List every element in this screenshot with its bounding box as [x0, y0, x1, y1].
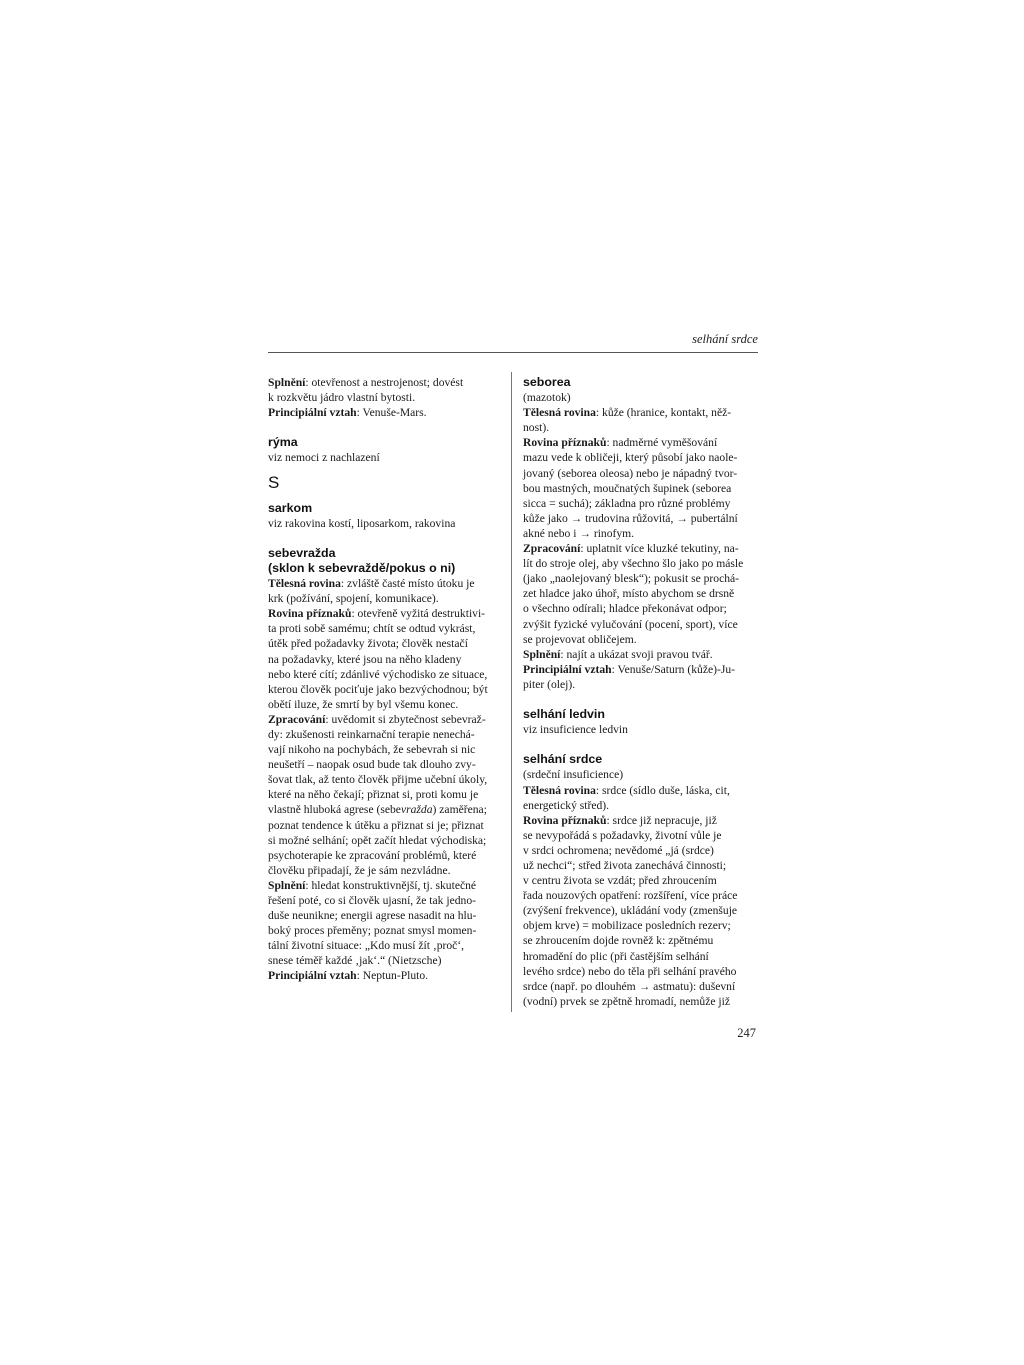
- text-line: které na něho čekají; přiznat si, proti komu je: [268, 788, 479, 802]
- text-line: člověku připadají, že je sám nezvládne.: [268, 863, 451, 877]
- text-line: objem krve) = mobilizace posledních rezerv;: [523, 919, 731, 933]
- text-line: (srdeční insuficience): [523, 768, 624, 782]
- text-line: srdce (např. po dlouhém → astmatu): duševní: [523, 979, 736, 993]
- entry-headword: sarkom: [268, 500, 313, 515]
- text-line: Zpracování: uplatnit více kluzké tekutiny, na-: [523, 542, 739, 556]
- text-line: snese téměř každé ‚jak‘.“ (Nietzsche): [268, 954, 442, 968]
- text-line: (mazotok): [523, 391, 571, 405]
- text-line: jovaný (seborea oleosa) nebo je nápadný tvor-: [523, 466, 738, 480]
- text-line: sicca = suchá); základna pro různé problémy: [523, 496, 731, 510]
- text-line: vají nikoho na pochybách, že sebevrah si nic: [268, 743, 476, 757]
- entry-headword: selhání srdce: [523, 752, 603, 767]
- page-number: 247: [737, 1026, 756, 1040]
- text-line: zet hladce jako úhoř, místo abychom se drsně: [523, 587, 735, 601]
- entry-headword: rýma: [268, 435, 298, 450]
- text-line: v centru života se vzdát; před zhroucením: [523, 874, 717, 888]
- text-line: energetický střed).: [523, 798, 610, 812]
- spacer: [523, 692, 759, 707]
- text-line: duše neunikne; energii agrese nasadit na hlu-: [268, 909, 477, 923]
- column-divider: [511, 372, 512, 1012]
- entry-headword: (sklon k sebevraždě/pokus o ni): [268, 560, 456, 575]
- text-line: Rovina příznaků: nadměrné vyměšování: [523, 436, 718, 450]
- text-line: Splnění: najít a ukázat svoji pravou tvář.: [523, 647, 713, 661]
- text-line: Tělesná rovina: kůže (hranice, kontakt, něž-: [523, 406, 732, 420]
- text-line: poznat tendence k útěku a přiznat si je; přiznat: [268, 818, 484, 832]
- text-line: viz insuficience ledvin: [523, 723, 628, 737]
- text-line: Splnění: otevřenost a nestrojenost; dovést: [268, 376, 464, 389]
- entry-headword: seborea: [523, 375, 571, 389]
- text-line: řešení poté, co si člověk ujasní, že tak jedno-: [268, 894, 476, 907]
- text-line: šovat tlak, až tento člověk přijme učební úkoly,: [268, 773, 488, 787]
- text-line: Zpracování: uvědomit si zbytečnost sebevraž-: [268, 712, 486, 726]
- section-letter: S: [268, 472, 280, 492]
- text-line: kterou člověk pociťuje jako bezvýchodnou; být: [268, 682, 488, 696]
- text-line: řada nouzových opatření: rozšíření, více práce: [523, 889, 738, 903]
- running-head: selhání srdce: [692, 332, 758, 346]
- text-line: levého srdce) nebo do těla při selhání pravého: [523, 964, 737, 978]
- text-line: akné nebo i → rinofym.: [523, 526, 635, 540]
- text-line: v srdci ochromena; nevědomé „já (srdce): [523, 843, 714, 857]
- text-line: se zhroucením dojde rovněž k: zpětnému: [523, 934, 714, 948]
- left-column: [268, 375, 504, 984]
- spacer: [268, 531, 504, 546]
- text-line: obětí iluze, že smrtí by byl všemu konec.: [268, 697, 459, 711]
- text-line: se projevovat obličejem.: [523, 632, 637, 646]
- text-line: bou mastných, moučnatých šupinek (seborea: [523, 481, 732, 495]
- spacer: [268, 420, 504, 435]
- text-line: vlastně hluboká agrese (sebevražda) zaměřena;: [268, 803, 487, 817]
- text-line: viz rakovina kostí, liposarkom, rakovina: [268, 516, 456, 530]
- text-line: už nechci“; střed života zanechává činnosti;: [523, 859, 727, 872]
- text-line: hromadění do plic (při častějším selhání: [523, 949, 709, 963]
- text-line: neušetří – naopak osud bude tak dlouho zvy-: [268, 758, 476, 772]
- text-line: Splnění: hledat konstruktivnější, tj. skutečné: [268, 878, 477, 892]
- text-line: útěk před požadavky života; člověk nestačí: [268, 637, 468, 651]
- text-line: lít do stroje olej, aby všechno šlo jako po másle: [523, 557, 744, 571]
- text-line: viz nemoci z nachlazení: [268, 451, 380, 465]
- text-line: si možné selhání; opět začít hledat východiska;: [268, 833, 487, 847]
- text-line: Principiální vztah: Venuše/Saturn (kůže)-Ju-: [523, 662, 735, 676]
- entry-headword: selhání ledvin: [523, 707, 605, 722]
- text-line: Tělesná rovina: zvláště časté místo útoku je: [268, 577, 475, 591]
- text-line: (vodní) prvek se zpětně hromadí, nemůže již: [523, 994, 731, 1008]
- spacer: [523, 737, 759, 752]
- text-line: ta proti sobě samému; chtít se odtud vykrást,: [268, 622, 476, 636]
- text-line: k rozkvětu jádro vlastní bytosti.: [268, 391, 416, 405]
- text-line: tální životní situace: „Kdo musí žít ‚proč‘,: [268, 939, 465, 953]
- text-line: Rovina příznaků: otevřeně vyžitá destruktivi-: [268, 607, 486, 621]
- text-line: krk (požívání, spojení, komunikace).: [268, 592, 439, 606]
- text-line: Tělesná rovina: srdce (sídlo duše, láska, cit,: [523, 783, 730, 797]
- text-line: nebo které cítí; zdánlivé východisko ze situace,: [268, 667, 488, 681]
- right-column: [523, 375, 759, 1009]
- text-line: dy: zkušenosti reinkarnační terapie nenechá-: [268, 727, 475, 741]
- text-line: kůže jako → trudovina růžovitá, → pubertální: [523, 511, 738, 525]
- header-rule: [268, 352, 758, 353]
- text-line: Rovina příznaků: srdce již nepracuje, již: [523, 813, 717, 827]
- text-line: piter (olej).: [523, 677, 576, 691]
- text-line: nost).: [523, 421, 550, 435]
- entry-headword: sebevražda: [268, 545, 336, 560]
- text-line: Principiální vztah: Neptun-Pluto.: [268, 969, 429, 983]
- text-line: se nevypořádá s požadavky, životní vůle je: [523, 828, 722, 842]
- text-line: boký proces přeměny; poznat smysl momen-: [268, 924, 477, 938]
- text-line: Principiální vztah: Venuše-Mars.: [268, 406, 427, 420]
- text-line: psychoterapie ke zpracování problémů, které: [268, 848, 477, 862]
- text-line: zvýšit fyzické vylučování (pocení, sport), více: [523, 617, 738, 631]
- text-line: mazu vede k obličeji, který působí jako naole-: [523, 451, 738, 465]
- text-line: (jako „naolejovaný blesk“); pokusit se prochá-: [523, 572, 740, 586]
- text-line: o všechno odírali; hladce překonávat odpor;: [523, 602, 727, 616]
- text-line: na požadavky, které jsou na něho kladeny: [268, 652, 462, 666]
- text-line: (zvýšení frekvence), ukládání vody (zmenšuje: [523, 904, 738, 918]
